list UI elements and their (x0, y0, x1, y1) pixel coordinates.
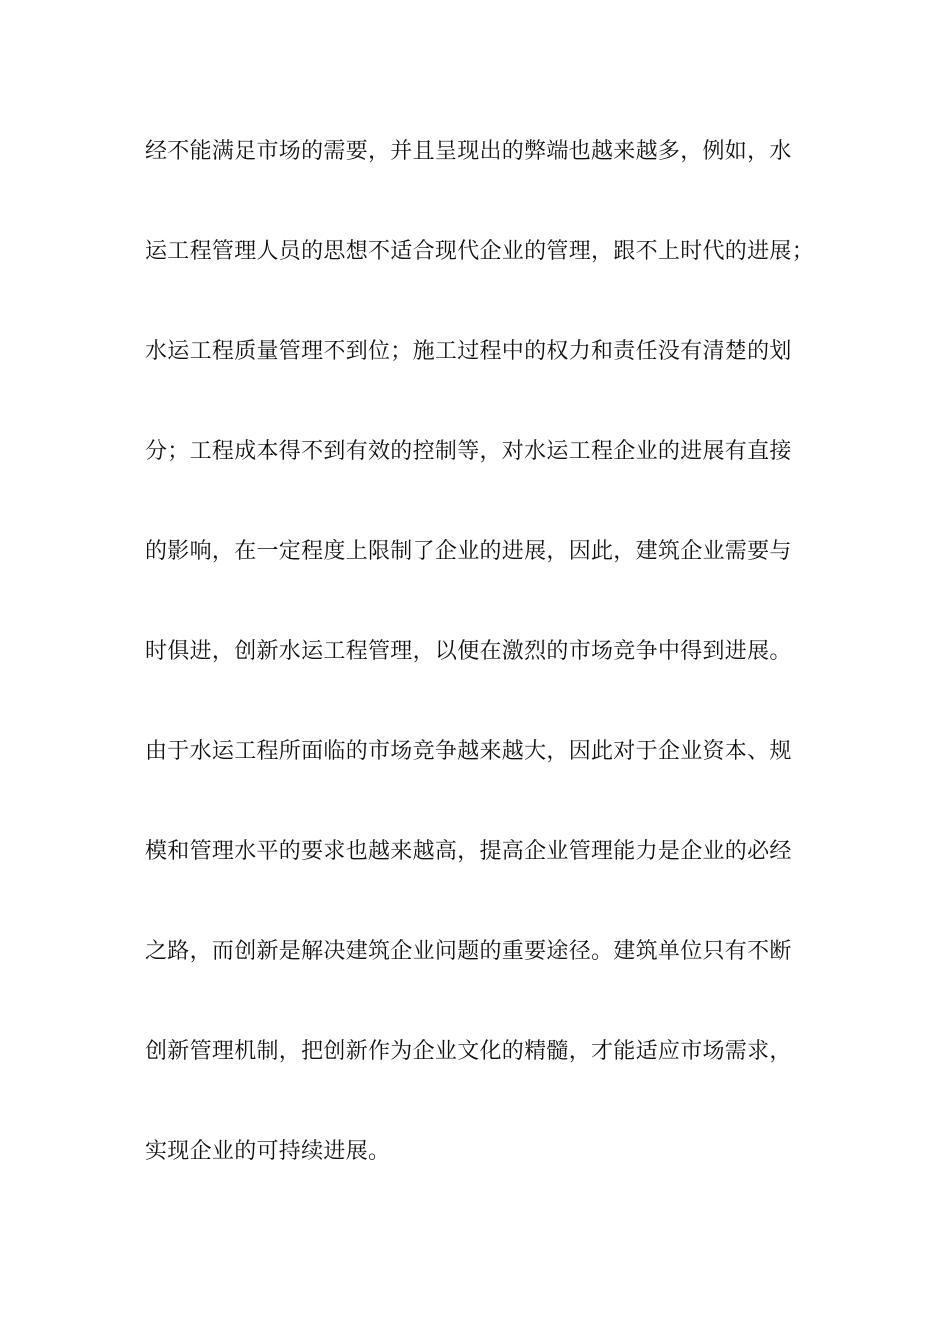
text-line: 实现企业的可持续进展。 (145, 1139, 391, 1164)
text-line: 之路，而创新是解决建筑企业问题的重要途径。建筑单位只有不断 (145, 939, 792, 964)
text-line: 由于水运工程所面临的市场竞争越来越大，因此对于企业资本、规 (145, 739, 792, 764)
document-body (145, 127, 845, 1227)
text-line: 模和管理水平的要求也越来越高，提高企业管理能力是企业的必经 (145, 839, 792, 864)
text-line: 的影响，在一定程度上限制了企业的进展，因此，建筑企业需要与 (145, 539, 792, 564)
text-line: 经不能满足市场的需要，并且呈现出的弊端也越来越多，例如，水 (145, 139, 792, 164)
text-line: 创新管理机制，把创新作为企业文化的精髓，才能适应市场需求， (145, 1039, 792, 1064)
text-line: 水运工程质量管理不到位；施工过程中的权力和责任没有清楚的划 (145, 339, 792, 364)
text-line: 时俱进，创新水运工程管理，以便在激烈的市场竞争中得到进展。 (145, 639, 792, 664)
text-line: 分；工程成本得不到有效的控制等，对水运工程企业的进展有直接 (145, 439, 792, 464)
text-line: 运工程管理人员的思想不适合现代企业的管理，跟不上时代的进展； (145, 239, 815, 264)
